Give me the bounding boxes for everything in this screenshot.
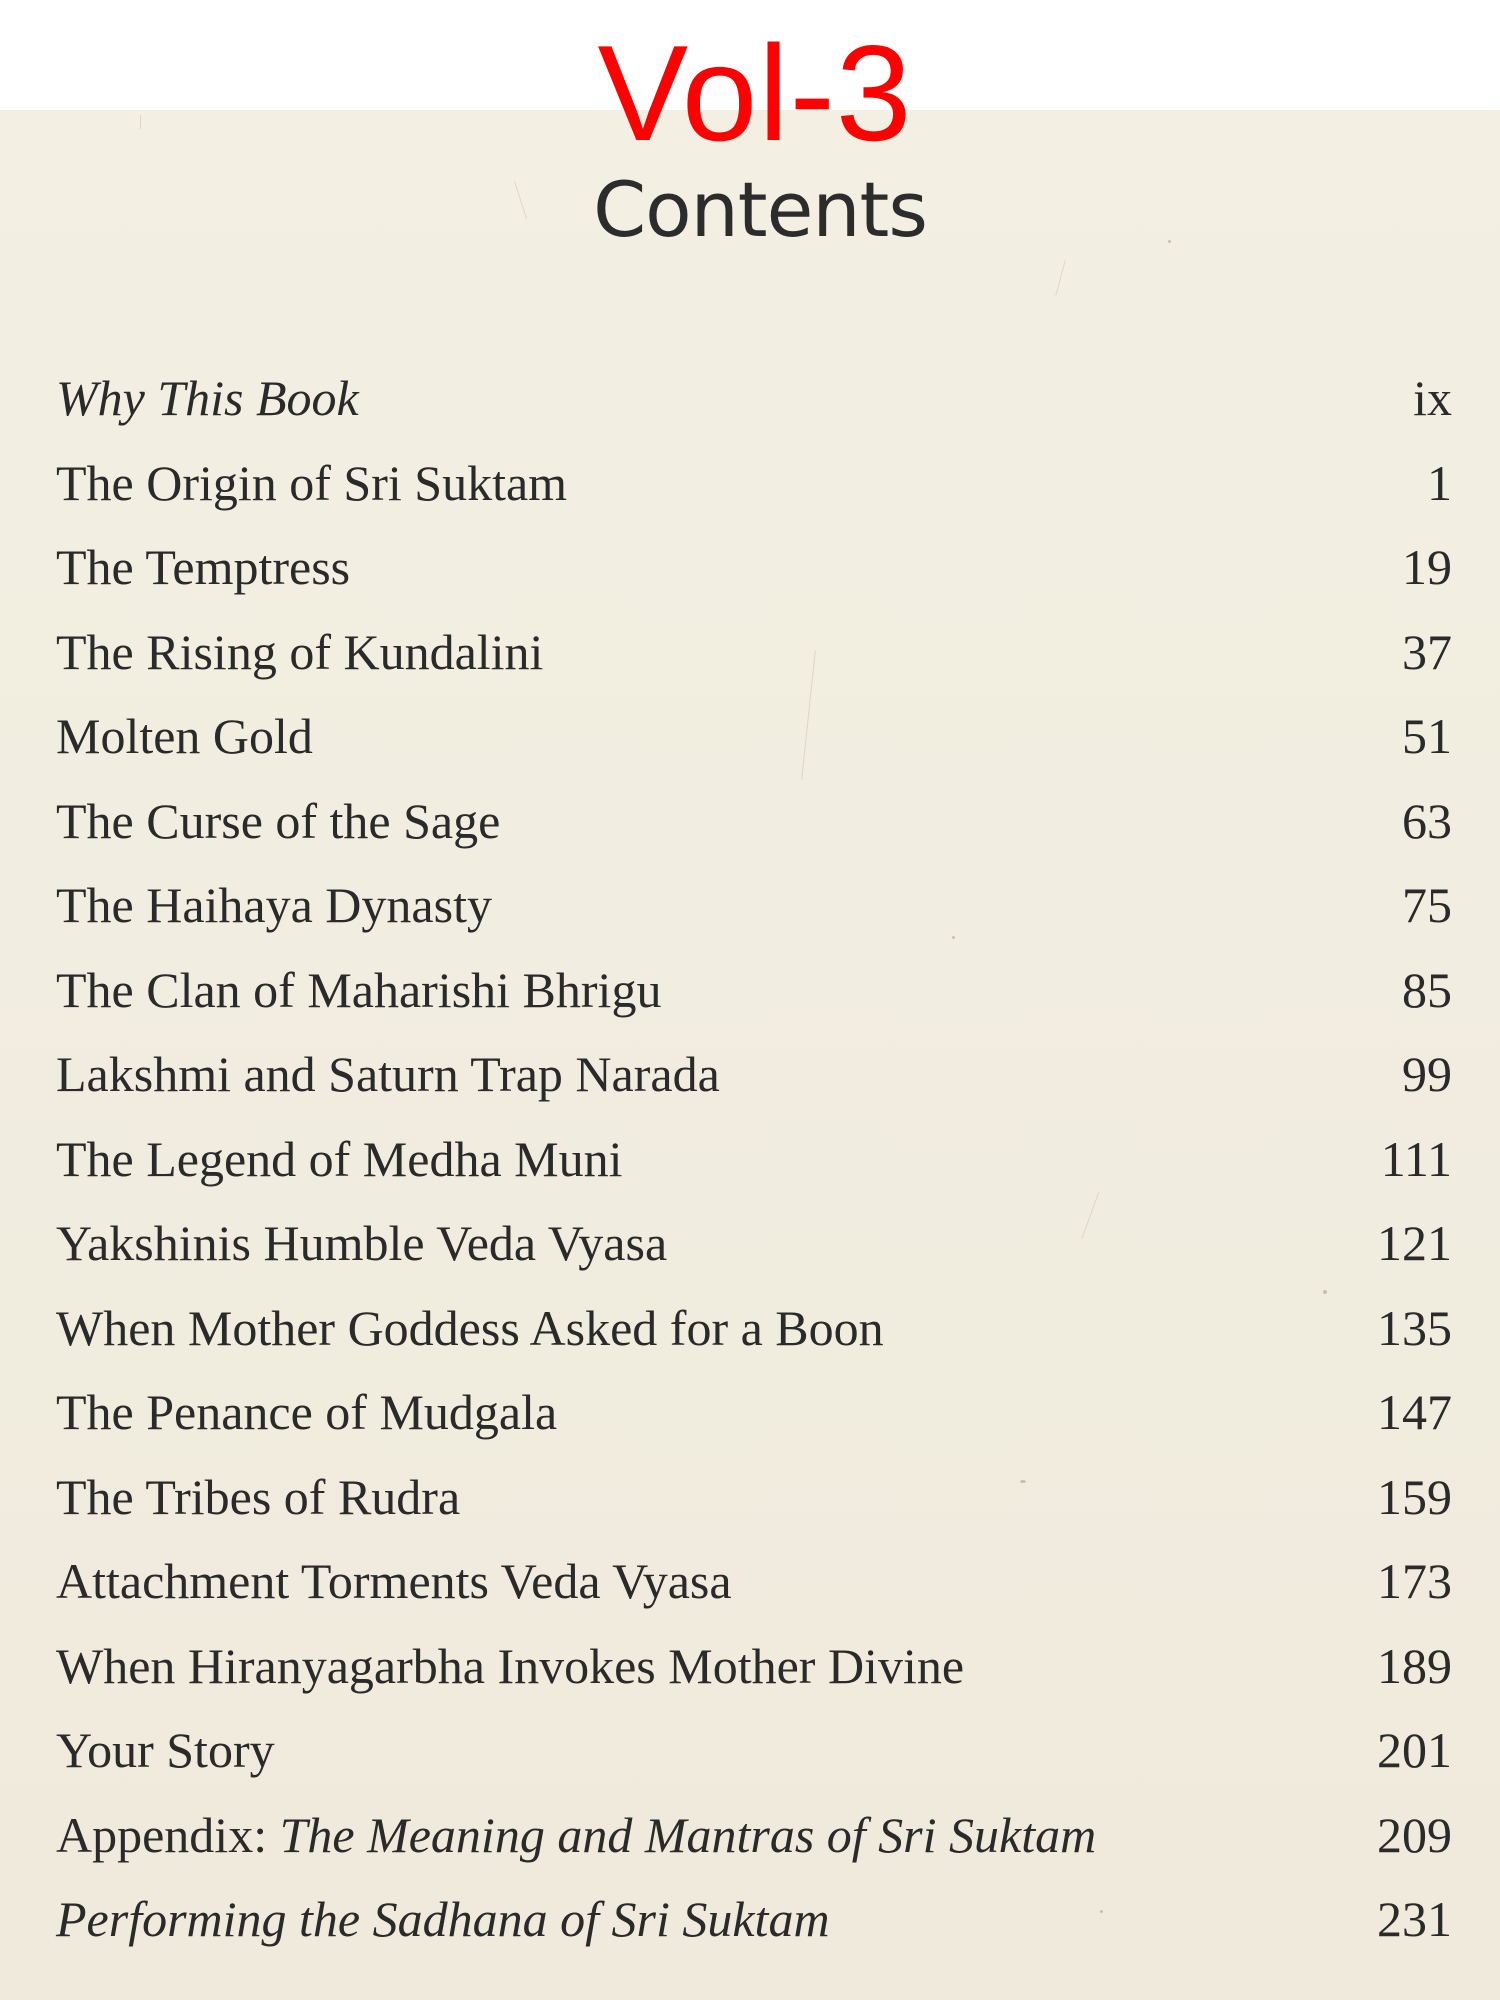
toc-entry-page: 111: [1380, 1130, 1452, 1187]
toc-entry-title: Why This Book: [56, 370, 359, 426]
toc-entry-page: 159: [1377, 1468, 1452, 1525]
appendix-label: Appendix:: [56, 1806, 268, 1863]
toc-entry-page: 99: [1402, 1046, 1452, 1102]
toc-entry-hiranyagarbha: [56, 1624, 1452, 1709]
toc-entry-title: Your Story: [56, 1722, 275, 1778]
toc-entry-page: 1: [1427, 454, 1452, 511]
toc-entry-molten-gold: [56, 694, 1452, 779]
toc-entry-title: When Mother Goddess Asked for a Boon: [56, 1299, 884, 1356]
toc-entry-performing-the-sadhana: [56, 1877, 1452, 1962]
toc-entry-page: ix: [1413, 370, 1452, 426]
toc-entry-rising-of-kundalini: [56, 610, 1452, 695]
toc-entry-title: The Tribes of Rudra: [56, 1468, 461, 1525]
toc-entry-page: 63: [1402, 792, 1452, 849]
toc-entry-temptress: [56, 525, 1452, 610]
toc-entry-title: The Legend of Medha Muni: [56, 1130, 623, 1187]
toc-entry-title: Lakshmi and Saturn Trap Narada: [56, 1046, 720, 1102]
toc-entry-page: 189: [1377, 1637, 1452, 1694]
toc-entry-clan-of-maharishi-bhrigu: [56, 948, 1452, 1033]
toc-entry-title: The Haihaya Dynasty: [56, 877, 492, 933]
volume-label: Vol-3: [597, 17, 913, 169]
toc-entry-page: 231: [1377, 1891, 1452, 1947]
toc-entry-lakshmi-and-saturn: [56, 1032, 1452, 1117]
toc-entry-title: When Hiranyagarbha Invokes Mother Divine: [56, 1637, 965, 1694]
toc-entry-title: Attachment Torments Veda Vyasa: [56, 1553, 732, 1609]
toc-entry-title: Yakshinis Humble Veda Vyasa: [56, 1215, 668, 1271]
table-of-contents: [56, 356, 1452, 1962]
toc-entry-page: 209: [1377, 1806, 1452, 1863]
toc-entry-penance-of-mudgala: [56, 1370, 1452, 1455]
paper-scratch: [1055, 260, 1065, 295]
toc-entry-why-this-book: [56, 356, 1452, 441]
toc-entry-yakshinis-humble-veda-vyasa: [56, 1201, 1452, 1286]
toc-entry-appendix: [56, 1793, 1452, 1878]
toc-entry-mother-goddess-boon: [56, 1286, 1452, 1371]
toc-entry-page: 37: [1402, 623, 1452, 680]
toc-entry-page: 85: [1402, 961, 1452, 1018]
toc-entry-curse-of-the-sage: [56, 779, 1452, 864]
toc-entry-legend-of-medha-muni: [56, 1117, 1452, 1202]
appendix-subtitle: The Meaning and Mantras of Sri Suktam: [279, 1806, 1097, 1863]
toc-entry-attachment-torments: [56, 1539, 1452, 1624]
toc-entry-haihaya-dynasty: [56, 863, 1452, 948]
toc-entry-title: Performing the Sadhana of Sri Suktam: [56, 1891, 830, 1947]
toc-entry-page: 201: [1377, 1722, 1452, 1778]
toc-entry-page: 51: [1402, 708, 1452, 764]
toc-entry-title: The Curse of the Sage: [56, 792, 501, 849]
toc-entry-your-story: [56, 1708, 1452, 1793]
toc-entry-page: 75: [1402, 877, 1452, 933]
toc-entry-title: The Origin of Sri Suktam: [56, 454, 568, 511]
toc-entry-title: The Clan of Maharishi Bhrigu: [56, 961, 662, 1018]
toc-entry-tribes-of-rudra: [56, 1455, 1452, 1540]
toc-entry-page: 121: [1377, 1215, 1452, 1271]
toc-entry-title: Molten Gold: [56, 708, 313, 764]
toc-entry-title: The Penance of Mudgala: [56, 1384, 558, 1440]
toc-entry-page: 135: [1377, 1299, 1452, 1356]
toc-entry-page: 147: [1377, 1384, 1452, 1440]
toc-entry-title: The Rising of Kundalini: [56, 623, 544, 680]
toc-entry-origin-of-sri-suktam: [56, 441, 1452, 526]
toc-entry-title: The Temptress: [56, 539, 351, 595]
toc-entry-title: [56, 1793, 1096, 1878]
toc-entry-page: 19: [1402, 539, 1452, 595]
toc-entry-page: 173: [1377, 1553, 1452, 1609]
contents-title: Contents: [593, 165, 927, 254]
